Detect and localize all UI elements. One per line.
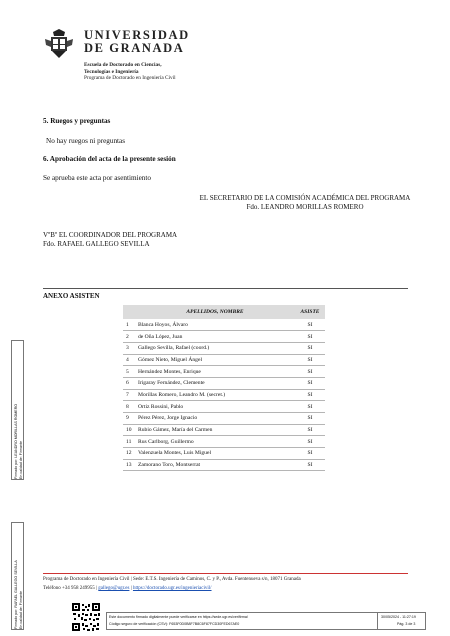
table-row	[123, 377, 325, 389]
row-number: 8	[123, 401, 135, 413]
university-crest-icon	[43, 27, 75, 61]
row-attends: SI	[295, 424, 325, 436]
annex-top-rule	[43, 288, 408, 289]
row-number: 9	[123, 413, 135, 425]
row-name: Gallego Sevilla, Rafael (coord.)	[135, 342, 295, 354]
row-attends: SI	[295, 366, 325, 378]
row-attends: SI	[295, 448, 325, 460]
footer-web-link[interactable]: https://doctorado.ugr.es/ingenieriacivil/	[132, 586, 212, 591]
table-row	[123, 401, 325, 413]
qr-code-icon	[72, 603, 100, 631]
verification-date: 30/05/2024 - 11:27:19	[381, 615, 416, 619]
footer-separator: |	[130, 586, 132, 591]
school-line1: Escuela de Doctorado en Ciencias,	[84, 62, 162, 68]
table-row	[123, 436, 325, 448]
school-line3: Programa de Doctorado en Ingeniería Civil	[84, 75, 176, 82]
footer-contact	[43, 586, 212, 591]
table-row	[123, 342, 325, 354]
row-attends: SI	[295, 436, 325, 448]
row-number: 10	[123, 424, 135, 436]
row-attends: SI	[295, 342, 325, 354]
secretary-name: Fdo. LEANDRO MORILLAS ROMERO	[246, 203, 364, 211]
row-attends: SI	[295, 401, 325, 413]
footer-address: Programa de Doctorado en Ingeniería Civil | Sede: E.T.S. Ingeniería de Caminos, C. y P., Avda. Fuentenueva s/n, 18071 Granada	[43, 577, 301, 582]
attendees-table	[123, 305, 325, 471]
verification-line1: Este documento firmado digitalmente puede verificarse en https://sede.ugr.es/verifirma/	[109, 615, 248, 619]
row-attends: SI	[295, 354, 325, 366]
row-number: 6	[123, 377, 135, 389]
header-attends: ASISTE	[295, 305, 325, 319]
school-line2: Tecnologías e Ingeniería	[84, 68, 139, 75]
stamp2-line2: En calidad de: Firmante	[19, 591, 23, 629]
row-name: Blanca Hoyos, Álvaro	[135, 319, 295, 331]
row-attends: SI	[295, 331, 325, 343]
table-row	[123, 319, 325, 331]
row-attends: SI	[295, 413, 325, 425]
stamp1-line2: En calidad de: Firmante	[19, 441, 23, 479]
verification-divider	[377, 613, 378, 629]
row-name: Morillas Romero, Leandro M. (secret.)	[135, 389, 295, 401]
row-attends: SI	[295, 319, 325, 331]
table-header-row	[123, 305, 325, 319]
table-row	[123, 331, 325, 343]
ruegos-text: No hay ruegos ni preguntas	[46, 137, 126, 145]
coordinator-name: Fdo. RAFAEL GALLEGO SEVILLA	[43, 240, 150, 248]
attendees-body	[123, 319, 325, 471]
signature-stamp-1	[11, 340, 24, 480]
table-row	[123, 366, 325, 378]
signature-stamp-2	[11, 522, 24, 630]
school-block	[84, 62, 176, 82]
coordinator-title: VºBº EL COORDINADOR DEL PROGRAMA	[43, 231, 178, 239]
stamp1-line1: Firmado por: LEANDRO MORILLAS ROMERO	[14, 403, 18, 479]
row-number: 12	[123, 448, 135, 460]
ruegos-heading: 5. Ruegos y preguntas	[43, 117, 111, 125]
acta-heading: 6. Aprobación del acta de la presente sesión	[43, 155, 176, 163]
row-name: Rus Carlborg, Guillermo	[135, 436, 295, 448]
footer-rule	[43, 573, 408, 574]
row-name: Pérez Pérez, Jorge Ignacio	[135, 413, 295, 425]
row-number: 5	[123, 366, 135, 378]
annex-title: ANEXO ASISTEN	[43, 292, 100, 300]
row-number: 7	[123, 389, 135, 401]
university-name-line1: UNIVERSIDAD	[84, 28, 190, 42]
header-name: APELLIDOS, NOMBRE	[135, 305, 295, 319]
table-row	[123, 448, 325, 460]
university-name-line2: DE GRANADA	[84, 41, 185, 55]
row-name: Valenzuela Montes, Luis Miguel	[135, 448, 295, 460]
verification-page: Pág. 3 de 3	[397, 622, 416, 626]
footer-email-link[interactable]: gallego@ugr.es	[98, 586, 130, 591]
row-attends: SI	[295, 389, 325, 401]
row-number: 2	[123, 331, 135, 343]
row-name: Ortiz Rossini, Pablo	[135, 401, 295, 413]
table-row	[123, 389, 325, 401]
stamp2-line1: Firmado por: RAFAEL GALLEGO SEVILLA	[14, 560, 18, 629]
row-attends: SI	[295, 459, 325, 471]
row-number: 1	[123, 319, 135, 331]
table-row	[123, 354, 325, 366]
table-row	[123, 424, 325, 436]
row-name: Hernández Montes, Enrique	[135, 366, 295, 378]
verification-box	[106, 612, 426, 630]
acta-text: Se aprueba este acta por asentimiento	[43, 174, 151, 182]
secretary-title: EL SECRETARIO DE LA COMISIÓN ACADÉMICA DEL PROGRAMA	[199, 194, 411, 202]
table-row	[123, 459, 325, 471]
row-attends: SI	[295, 377, 325, 389]
verification-csv: Código seguro de verificación (CSV): F653F0D0B8F7B8C6F87FCD30FED67AE0	[109, 622, 240, 626]
row-name: Irigaray Fernández, Clemente	[135, 377, 295, 389]
row-number: 4	[123, 354, 135, 366]
row-name: de Oña López, Juan	[135, 331, 295, 343]
row-name: Rubio Gámez, María del Carmen	[135, 424, 295, 436]
row-number: 13	[123, 459, 135, 471]
row-number: 3	[123, 342, 135, 354]
row-name: Zamorano Toro, Montserrat	[135, 459, 295, 471]
header-number	[123, 305, 135, 319]
footer-phone: Teléfono +34 958 249955 |	[43, 586, 98, 591]
table-row	[123, 413, 325, 425]
row-number: 11	[123, 436, 135, 448]
row-name: Gómez Nieto, Miguel Ángel	[135, 354, 295, 366]
